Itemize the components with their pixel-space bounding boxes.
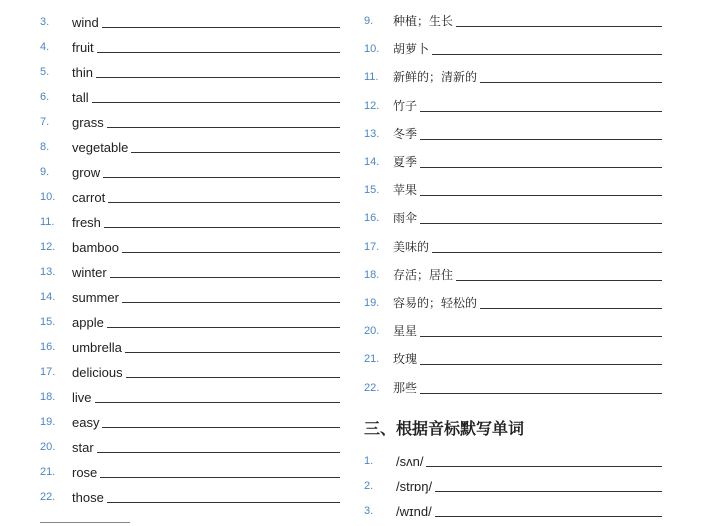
- item-prompt: 那些: [393, 380, 418, 395]
- answer-blank[interactable]: [126, 376, 340, 378]
- answer-blank[interactable]: [122, 251, 340, 253]
- item-prompt: fruit: [72, 40, 94, 55]
- list-item: [364, 263, 662, 283]
- item-prompt: 冬季: [393, 126, 418, 141]
- list-item: [364, 122, 662, 142]
- item-prompt: /wɪnd/: [396, 504, 432, 519]
- list-item: [364, 150, 662, 170]
- item-number: 18.: [364, 268, 380, 281]
- item-number: 2.: [364, 480, 374, 492]
- item-number: 5.: [40, 66, 50, 78]
- list-item: [40, 360, 340, 380]
- answer-blank[interactable]: [420, 194, 662, 196]
- answer-blank[interactable]: [103, 176, 340, 178]
- item-prompt: easy: [72, 415, 100, 430]
- item-prompt: live: [72, 390, 92, 405]
- answer-blank[interactable]: [97, 51, 340, 53]
- answer-blank[interactable]: [107, 501, 340, 503]
- item-prompt: bamboo: [72, 240, 119, 255]
- item-number: 12.: [40, 241, 56, 253]
- item-number: 17.: [364, 240, 380, 253]
- item-prompt: umbrella: [72, 340, 122, 355]
- answer-blank[interactable]: [426, 465, 662, 467]
- list-item: [40, 460, 340, 480]
- answer-blank[interactable]: [432, 53, 662, 55]
- item-number: 12.: [364, 99, 380, 112]
- list-item: [40, 185, 340, 205]
- item-prompt: 星星: [393, 324, 418, 339]
- answer-blank[interactable]: [95, 401, 340, 403]
- item-prompt: winter: [72, 265, 107, 280]
- cut-off-section-heading: [40, 521, 130, 523]
- item-number: 22.: [364, 381, 380, 394]
- answer-blank[interactable]: [108, 201, 340, 203]
- list-item: [40, 285, 340, 305]
- item-number: 17.: [40, 366, 56, 378]
- list-item: [364, 319, 662, 339]
- item-prompt: 玫瑰: [393, 352, 418, 367]
- item-prompt: thin: [72, 65, 93, 80]
- item-prompt: 竹子: [393, 98, 418, 113]
- item-prompt: /sʌn/: [396, 454, 424, 469]
- answer-blank[interactable]: [92, 101, 340, 103]
- list-item: [40, 110, 340, 130]
- list-item: [40, 35, 340, 55]
- item-number: 19.: [364, 297, 380, 309]
- answer-blank[interactable]: [97, 451, 340, 453]
- item-prompt: fresh: [72, 215, 101, 230]
- answer-blank[interactable]: [456, 279, 662, 281]
- item-prompt: grass: [72, 115, 104, 130]
- item-number: 9.: [40, 166, 50, 178]
- item-prompt: tall: [72, 90, 89, 105]
- answer-blank[interactable]: [100, 476, 340, 478]
- list-item: [364, 449, 662, 469]
- answer-blank[interactable]: [432, 251, 662, 253]
- item-prompt: carrot: [72, 190, 106, 205]
- list-item: [364, 474, 662, 494]
- item-number: 4.: [40, 41, 50, 53]
- answer-blank[interactable]: [420, 222, 662, 224]
- list-item: [40, 435, 340, 455]
- list-item: [364, 178, 662, 198]
- item-number: 15.: [40, 316, 56, 328]
- list-item: [40, 10, 340, 30]
- list-item: [40, 385, 340, 405]
- item-number: 13.: [40, 266, 56, 278]
- answer-blank[interactable]: [107, 326, 340, 328]
- item-prompt: grow: [72, 165, 101, 180]
- item-number: 1.: [364, 455, 374, 467]
- item-number: 8.: [40, 141, 50, 153]
- list-item: [364, 94, 662, 114]
- item-number: 10.: [364, 43, 380, 56]
- item-number: 6.: [40, 91, 50, 103]
- section-three-title: 三、根据音标默写单词: [364, 419, 525, 438]
- item-prompt: 存活；居住: [393, 267, 454, 282]
- item-number: 9.: [364, 15, 374, 27]
- answer-blank[interactable]: [420, 138, 662, 140]
- list-item: [364, 499, 662, 519]
- item-number: 11.: [40, 216, 55, 228]
- item-prompt: 种植；生长: [393, 14, 454, 28]
- answer-blank[interactable]: [122, 301, 340, 303]
- item-number: 22.: [40, 491, 56, 503]
- answer-blank[interactable]: [102, 26, 340, 28]
- item-prompt: apple: [72, 315, 104, 330]
- item-number: 19.: [40, 416, 56, 428]
- list-item: [40, 210, 340, 230]
- item-prompt: 胡萝卜: [393, 42, 430, 57]
- item-number: 7.: [40, 116, 50, 128]
- answer-blank[interactable]: [420, 166, 662, 168]
- item-number: 16.: [40, 341, 56, 353]
- item-number: 20.: [40, 441, 56, 453]
- answer-blank[interactable]: [480, 307, 662, 309]
- item-number: 11.: [364, 71, 379, 84]
- list-item: [364, 65, 662, 85]
- item-prompt: vegetable: [72, 140, 129, 155]
- item-number: 14.: [364, 156, 380, 168]
- list-item: [40, 310, 340, 330]
- answer-blank[interactable]: [420, 392, 662, 394]
- answer-blank[interactable]: [102, 426, 340, 428]
- answer-blank[interactable]: [104, 226, 340, 228]
- list-item: [364, 9, 662, 29]
- item-prompt: 夏季: [393, 155, 418, 169]
- list-item: [40, 235, 340, 255]
- item-prompt: star: [72, 440, 94, 455]
- item-prompt: 美味的: [393, 239, 430, 254]
- item-number: 21.: [40, 466, 56, 478]
- list-item: [40, 135, 340, 155]
- item-prompt: delicious: [72, 365, 123, 380]
- item-prompt: summer: [72, 290, 119, 305]
- answer-blank[interactable]: [131, 151, 340, 153]
- list-item: [364, 206, 662, 226]
- item-number: 21.: [364, 353, 380, 366]
- answer-blank[interactable]: [110, 276, 340, 278]
- list-item: [364, 347, 662, 367]
- item-number: 10.: [40, 191, 56, 203]
- item-prompt: /strɒŋ/: [396, 479, 433, 494]
- answer-blank[interactable]: [456, 25, 662, 27]
- answer-blank[interactable]: [96, 76, 340, 78]
- answer-blank[interactable]: [435, 515, 662, 517]
- list-item: [40, 260, 340, 280]
- item-prompt: 苹果: [393, 183, 418, 198]
- list-item: [364, 235, 662, 255]
- list-item: [40, 60, 340, 80]
- list-item: [364, 291, 662, 311]
- list-item: [364, 376, 662, 396]
- answer-blank[interactable]: [435, 490, 662, 492]
- list-item: [364, 37, 662, 57]
- list-item: [40, 410, 340, 430]
- answer-blank[interactable]: [420, 335, 662, 337]
- item-number: 3.: [40, 16, 50, 28]
- item-prompt: wind: [72, 15, 99, 30]
- item-prompt: 雨伞: [393, 211, 418, 226]
- item-number: 14.: [40, 291, 56, 303]
- item-number: 3.: [364, 505, 374, 517]
- list-item: [40, 485, 340, 505]
- item-prompt: those: [72, 490, 104, 505]
- answer-blank[interactable]: [107, 126, 340, 128]
- item-number: 13.: [364, 127, 380, 140]
- list-item: [40, 85, 340, 105]
- answer-blank[interactable]: [480, 81, 662, 83]
- list-item: [40, 335, 340, 355]
- answer-blank[interactable]: [420, 363, 662, 365]
- item-prompt: 新鲜的；清新的: [393, 70, 478, 85]
- answer-blank[interactable]: [420, 110, 662, 112]
- item-number: 15.: [364, 184, 380, 197]
- item-number: 18.: [40, 391, 56, 403]
- item-number: 16.: [364, 212, 380, 225]
- item-prompt: rose: [72, 465, 98, 480]
- list-item: [40, 160, 340, 180]
- answer-blank[interactable]: [125, 351, 340, 353]
- item-number: 20.: [364, 325, 380, 338]
- item-prompt: 容易的；轻松的: [393, 296, 478, 310]
